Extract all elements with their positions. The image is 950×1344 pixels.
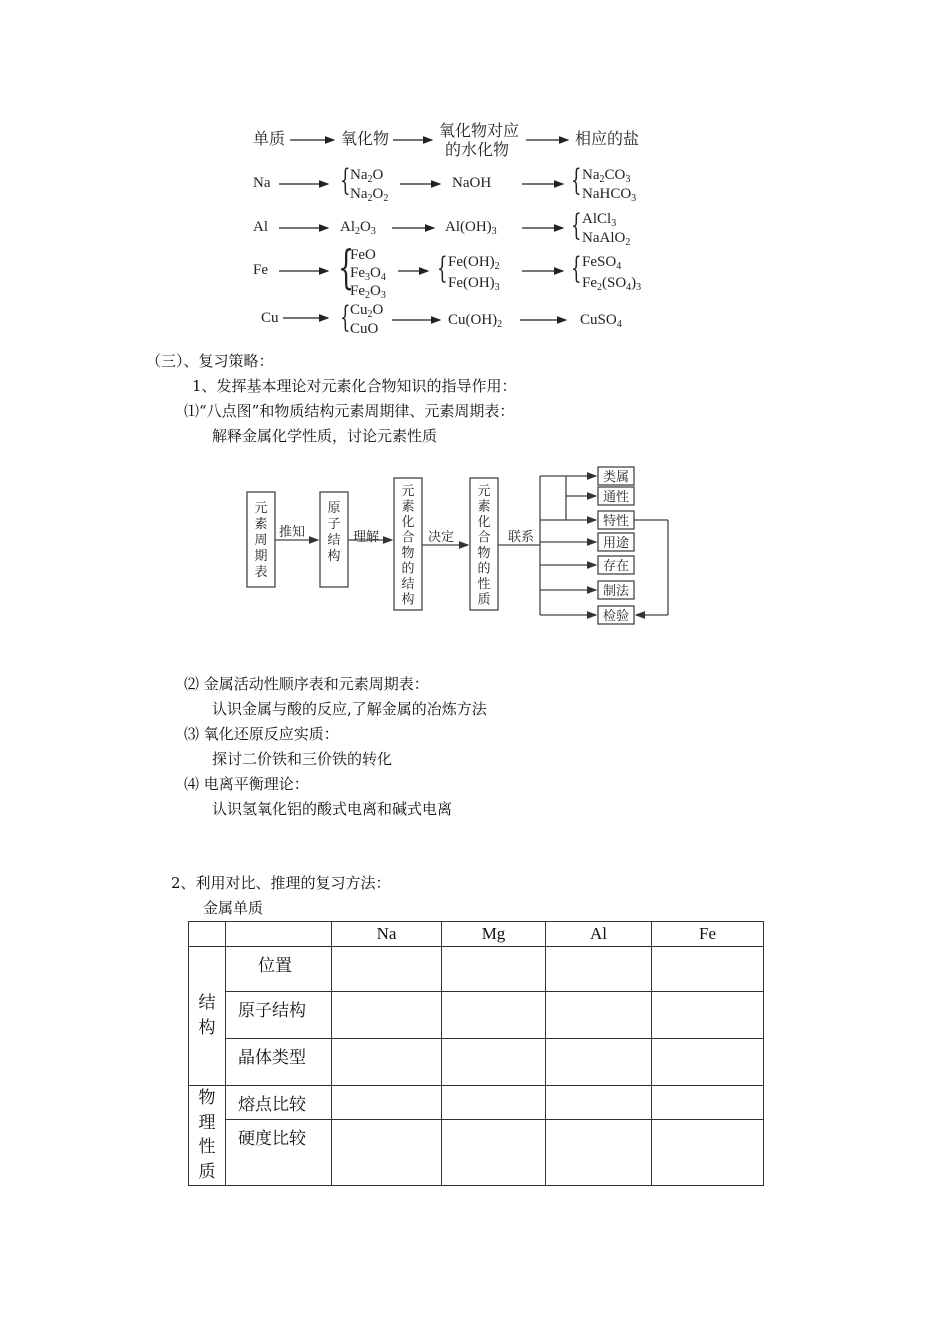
vertical-char: 周 [254, 533, 268, 548]
box-atomic-structure-label [327, 501, 340, 564]
vertical-char: 性 [477, 577, 491, 592]
col-header-fe: Fe [652, 922, 764, 947]
table-cell [226, 922, 332, 947]
brace: { [437, 251, 448, 286]
row-label: 位置 [226, 947, 332, 992]
brace: { [571, 208, 582, 243]
vertical-char: 素 [477, 499, 491, 515]
item-1: 1、发挥基本理论对元素化合物知识的指导作用： [192, 377, 517, 395]
table-caption: 金属单质 [203, 899, 264, 917]
brace: { [340, 163, 351, 198]
formula: $Na_2O$ [350, 167, 384, 185]
section-heading: （三）、复习策略： [146, 352, 274, 370]
formula: CuSO$_4$ [580, 312, 622, 330]
formula: $Al_2O_3$ [340, 219, 376, 237]
table-cell [189, 922, 226, 947]
vertical-char: 原 [327, 501, 341, 516]
formula: FeSO$_4$ [582, 254, 622, 272]
vertical-char: 结 [401, 577, 415, 592]
formula: FeO [350, 247, 376, 263]
vertical-char: 素 [254, 517, 268, 532]
formula: $Fe_3O_4$ [350, 265, 386, 283]
table-cell [546, 1039, 652, 1086]
vertical-char: 期 [254, 549, 268, 564]
arrow-label-determine: 决定 [428, 530, 455, 545]
formula: $Cu_2O$ [350, 302, 384, 320]
arrow-label-understand: 理解 [353, 530, 380, 545]
prop-preparation: 制法 [602, 584, 630, 599]
box-compound-property-label [477, 484, 490, 608]
vertical-char: 物 [477, 546, 491, 561]
formula: $Cu(OH)_2$ [448, 312, 503, 330]
formula: $Na_2O_2$ [350, 186, 389, 204]
table-row [189, 947, 764, 992]
formula: $Fe(OH)_3$ [448, 275, 500, 293]
subitem-4: ⑷ 电离平衡理论： [184, 775, 309, 793]
formula: $Fe_2O_3$ [350, 283, 386, 301]
vertical-char: 构 [401, 592, 415, 608]
element-cu: Cu [261, 310, 279, 326]
formula: $Fe(OH)_2$ [448, 254, 500, 272]
formula: AlCl$_3$ [582, 211, 617, 229]
table-row [189, 1039, 764, 1086]
prop-special: 特性 [602, 514, 630, 529]
table-cell [442, 1039, 546, 1086]
table-cell [442, 992, 546, 1039]
table-cell [652, 1086, 764, 1120]
vertical-char: 素 [401, 499, 415, 515]
brace: { [571, 163, 582, 198]
formula: $Al(OH)_3$ [445, 219, 497, 237]
vertical-char: 质 [477, 592, 491, 608]
table-cell [332, 947, 442, 992]
table-header-row [189, 922, 764, 947]
box-periodic-table-label [254, 501, 267, 580]
header-hydroxide-line1: 氧化物对应 [439, 123, 520, 140]
subitem-3-desc: 探讨二价铁和三价铁的转化 [212, 750, 393, 768]
formula: CuO [350, 321, 379, 337]
subitem-3: ⑶ 氧化还原反应实质： [184, 725, 339, 743]
table-cell [652, 1119, 764, 1185]
table-row [189, 1086, 764, 1120]
arrow-label-infer: 推知 [279, 525, 306, 540]
vertical-char: 物 [401, 546, 415, 561]
vertical-char: 元 [401, 484, 415, 499]
table-cell [332, 992, 442, 1039]
table-cell [332, 1039, 442, 1086]
header-salt: 相应的盐 [575, 131, 640, 148]
table-cell [546, 947, 652, 992]
table-cell [442, 1119, 546, 1185]
table-cell [652, 947, 764, 992]
group-label-physical [189, 1086, 226, 1186]
vertical-char: 的 [401, 561, 415, 577]
row-label: 晶体类型 [226, 1039, 332, 1086]
subitem-4-desc: 认识氢氧化铝的酸式电离和碱式电离 [212, 800, 453, 818]
prop-test: 检验 [602, 609, 630, 624]
table-cell [546, 992, 652, 1039]
vertical-char: 元 [254, 501, 268, 516]
table-row [189, 992, 764, 1039]
vertical-char: 化 [477, 515, 491, 530]
element-na: Na [253, 175, 271, 191]
vertical-char: 表 [254, 565, 268, 580]
header-hydroxide-line2: 的水化物 [445, 142, 510, 159]
table-cell [546, 1119, 652, 1185]
brace: { [340, 300, 351, 335]
vertical-char: 化 [401, 515, 415, 530]
table-cell [442, 1086, 546, 1120]
element-al: Al [253, 219, 268, 235]
subitem-2-desc: 认识金属与酸的反应,了解金属的冶炼方法 [212, 700, 487, 718]
formula: $Na_2CO_3$ [582, 167, 631, 185]
box-compound-structure-label [401, 484, 414, 608]
group-label-text: 物 理 性 质 [198, 1088, 216, 1182]
row-label: 硬度比较 [226, 1119, 332, 1185]
header-oxide: 氧化物 [341, 131, 390, 148]
col-header-mg: Mg [442, 922, 546, 947]
subitem-1: ⑴“八点图”和物质结构元素周期律、元素周期表： [184, 402, 515, 420]
vertical-char: 合 [477, 530, 491, 546]
subitem-2: ⑵ 金属活动性顺序表和元素周期表： [184, 675, 429, 693]
header-element: 单质 [253, 131, 286, 148]
brace: { [571, 251, 582, 286]
brace: { [338, 240, 355, 294]
vertical-char: 子 [327, 517, 341, 532]
vertical-char: 的 [477, 561, 491, 577]
group-label-structure [189, 947, 226, 1086]
formula: NaHCO$_3$ [582, 186, 637, 204]
group-label-text: 结 构 [198, 993, 216, 1038]
formula: NaAlO$_2$ [582, 230, 631, 248]
element-fe: Fe [253, 262, 268, 278]
item-2: 2、利用对比、推理的复习方法： [171, 874, 391, 892]
row-label: 熔点比较 [226, 1086, 332, 1120]
subitem-1-desc: 解释金属化学性质，讨论元素性质 [212, 427, 438, 445]
prop-general: 通性 [602, 490, 630, 505]
vertical-char: 元 [477, 484, 491, 499]
col-header-al: Al [546, 922, 652, 947]
metal-comparison-table [188, 921, 764, 1186]
table-cell [652, 1039, 764, 1086]
structure-property-flowchart [0, 455, 950, 645]
formula: $Fe_2(SO_4)_3$ [582, 275, 642, 293]
table-cell [332, 1086, 442, 1120]
formula: NaOH [452, 175, 492, 191]
vertical-char: 构 [327, 549, 341, 564]
table-cell [332, 1119, 442, 1185]
table-cell [652, 992, 764, 1039]
row-label: 原子结构 [226, 992, 332, 1039]
prop-category: 类属 [602, 470, 630, 485]
prop-occurrence: 存在 [602, 559, 630, 574]
prop-use: 用途 [602, 536, 630, 551]
arrow-label-connect: 联系 [508, 530, 535, 545]
col-header-na: Na [332, 922, 442, 947]
vertical-char: 合 [401, 530, 415, 546]
table-cell [546, 1086, 652, 1120]
table-row [189, 1119, 764, 1185]
vertical-char: 结 [327, 533, 341, 548]
table-cell [442, 947, 546, 992]
